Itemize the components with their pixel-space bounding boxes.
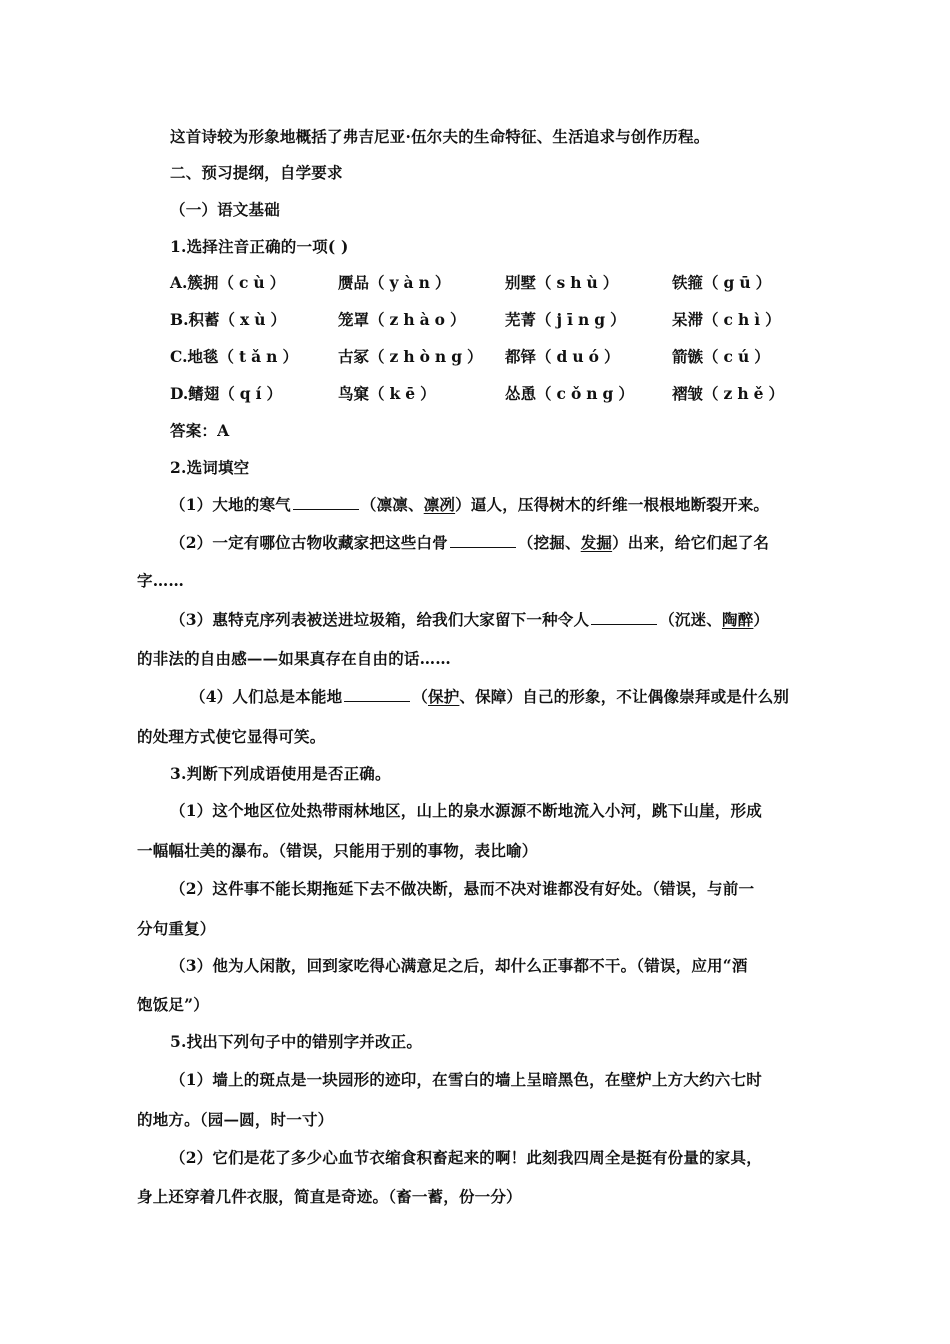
subsection-heading: （一）语文基础 <box>170 200 280 219</box>
typo-item-1: （1）墙上的斑点是一块园形的迹印，在雪白的墙上呈暗黑色，在壁炉上方大约六七时 <box>170 1070 762 1089</box>
idiom-item-2-cont: 分句重复） <box>137 919 216 938</box>
fill-blank <box>591 610 657 625</box>
fill-item-3: （3）惠特克序列表被送进垃圾箱，给我们大家留下一种令人 （沉迷、陶醉） <box>170 610 770 629</box>
idiom-item-2: （2）这件事不能长期拖延下去不做决断，悬而不决对谁都没有好处。（错误，与前一 <box>170 879 755 898</box>
fill-blank <box>293 495 359 510</box>
option-item: 褶皱（zhě） <box>672 384 789 403</box>
option-item: 都铎（duó） <box>505 347 625 366</box>
question-2-title: 2.选词填空 <box>170 458 250 477</box>
option-item: D.鳍翅（qí） <box>170 384 288 403</box>
option-item: 呆滞（chì） <box>672 310 786 329</box>
section-heading: 二、预习提纲，自学要求 <box>170 163 343 182</box>
option-item: 鸟窠（kē） <box>338 384 441 403</box>
option-item: A.簇拥（cù） <box>170 273 291 292</box>
option-item: 古冢（zhòng） <box>338 347 488 366</box>
option-item: 别墅（shù） <box>505 273 624 292</box>
option-item: B.积蓄（xù） <box>170 310 292 329</box>
fill-item-3-cont: 的非法的自由感——如果真存在自由的话…… <box>137 649 452 668</box>
idiom-item-3-cont: 饱饭足”） <box>137 995 209 1014</box>
question-5-title: 5.找出下列句子中的错别字并改正。 <box>170 1032 423 1051</box>
option-item: 箭镞（cú） <box>672 347 775 366</box>
idiom-item-1: （1）这个地区位处热带雨林地区，山上的泉水源源不断地流入小河，跳下山崖，形成 <box>170 801 762 820</box>
question-1-title: 1.选择注音正确的一项( ) <box>170 237 349 256</box>
intro-paragraph: 这首诗较为形象地概括了弗吉尼亚·伍尔夫的生命特征、生活追求与创作历程。 <box>170 127 710 146</box>
typo-item-2-cont: 身上还穿着几件衣服，简直是奇迹。（畜一蓄，份一分） <box>137 1187 522 1206</box>
fill-blank <box>450 533 516 548</box>
option-item: 芜菁（jīng） <box>505 310 631 329</box>
idiom-item-3: （3）他为人闲散，回到家吃得心满意足之后，却什么正事都不干。（错误，应用“酒 <box>170 956 748 975</box>
question-3-title: 3.判断下列成语使用是否正确。 <box>170 764 391 783</box>
fill-item-4: （4）人们总是本能地 （保护、保障）自己的形象，不让偶像崇拜或是什么别 <box>190 687 790 706</box>
fill-item-2: （2）一定有哪位古物收藏家把这些白骨 （挖掘、发掘）出来，给它们起了名 <box>170 533 770 552</box>
option-item: 赝品（yàn） <box>338 273 456 292</box>
idiom-item-1-cont: 一幅幅壮美的瀑布。（错误，只能用于别的事物，表比喻） <box>137 841 538 860</box>
fill-item-4-cont: 的处理方式使它显得可笑。 <box>137 727 326 746</box>
answer-line: 答案：A <box>170 421 230 440</box>
fill-item-1: （1）大地的寒气 （凛凛、凛冽）逼人，压得树木的纤维一根根地断裂开来。 <box>170 495 770 514</box>
fill-item-2-cont: 字…… <box>137 571 185 590</box>
typo-item-1-cont: 的地方。（园—圆，时一寸） <box>137 1110 334 1129</box>
option-item: 怂恿（cǒng） <box>505 384 639 403</box>
option-item: 铁箍（gū） <box>672 273 777 292</box>
fill-blank <box>344 687 410 702</box>
option-item: 笼罩（zhào） <box>338 310 471 329</box>
option-item: C.地毯（tǎn） <box>170 347 303 366</box>
typo-item-2: （2）它们是花了多少心血节衣缩食积畜起来的啊！此刻我四周全是挺有份量的家具， <box>170 1148 762 1167</box>
